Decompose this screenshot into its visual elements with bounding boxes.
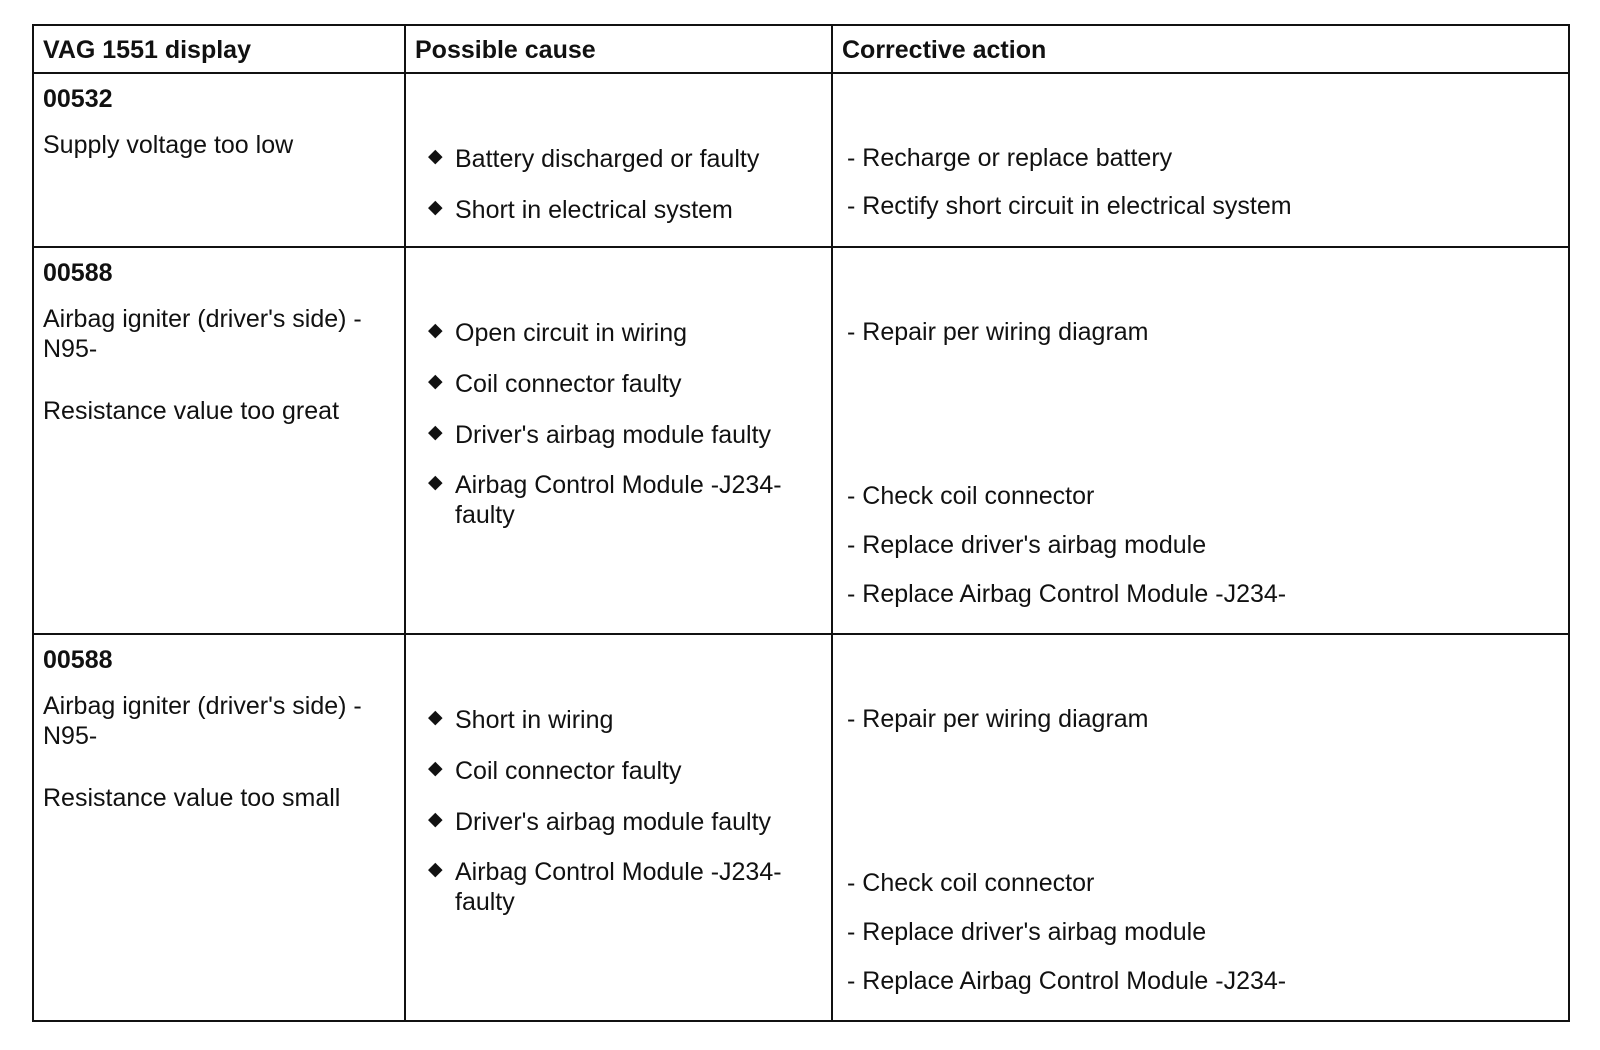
cause-text: Driver's airbag module faulty [455, 421, 772, 449]
action-text: - Replace driver's airbag module [847, 531, 1207, 559]
action-cell [832, 73, 1569, 247]
diamond-bullet-icon: ◆ [428, 320, 443, 341]
diamond-bullet-icon: ◆ [428, 859, 443, 880]
display-text: Resistance value too great [43, 397, 340, 425]
cause-item [428, 369, 808, 399]
diamond-bullet-icon: ◆ [428, 371, 443, 392]
cause-text: Airbag Control Module -J234- faulty [455, 471, 782, 529]
cause-item [428, 756, 808, 786]
cause-cell [405, 247, 832, 634]
header-action: Corrective action [832, 25, 1569, 73]
cause-item [428, 470, 798, 530]
action-cell [832, 247, 1569, 634]
diamond-bullet-icon: ◆ [428, 758, 443, 779]
display-cell [33, 634, 405, 1021]
cause-text: Battery discharged or faulty [455, 145, 760, 173]
fault-code: 00532 [43, 85, 113, 113]
table-row [33, 634, 1569, 1021]
action-text: - Check coil connector [847, 482, 1095, 510]
action-text: - Replace Airbag Control Module -J234- [847, 967, 1287, 995]
table-row [33, 73, 1569, 247]
diamond-bullet-icon: ◆ [428, 422, 443, 443]
cause-item [428, 144, 808, 174]
cause-text: Short in electrical system [455, 196, 733, 224]
action-text: - Repair per wiring diagram [847, 705, 1149, 733]
diamond-bullet-icon: ◆ [428, 146, 443, 167]
cause-item [428, 195, 808, 225]
display-cell [33, 247, 405, 634]
fault-code: 00588 [43, 646, 113, 674]
cause-item [428, 318, 808, 348]
cause-text: Driver's airbag module faulty [455, 808, 772, 836]
table-row [33, 247, 1569, 634]
action-text: - Recharge or replace battery [847, 144, 1173, 172]
cause-text: Open circuit in wiring [455, 319, 688, 347]
cause-item [428, 420, 808, 450]
action-text: - Replace driver's airbag module [847, 918, 1207, 946]
cause-text: Coil connector faulty [455, 757, 682, 785]
header-cause: Possible cause [405, 25, 832, 73]
display-text: Resistance value too small [43, 784, 341, 812]
cause-item [428, 857, 798, 917]
fault-code-table [32, 24, 1570, 1022]
cause-item [428, 807, 808, 837]
cause-cell [405, 634, 832, 1021]
action-text: - Replace Airbag Control Module -J234- [847, 580, 1287, 608]
display-text: Airbag igniter (driver's side) - N95- [43, 305, 362, 363]
header-display: VAG 1551 display [33, 25, 405, 73]
display-cell [33, 73, 405, 247]
action-text: - Rectify short circuit in electrical system [847, 192, 1292, 220]
display-text: Airbag igniter (driver's side) - N95- [43, 692, 362, 750]
cause-text: Airbag Control Module -J234- faulty [455, 858, 782, 916]
display-text: Supply voltage too low [43, 131, 294, 159]
action-cell [832, 634, 1569, 1021]
fault-code: 00588 [43, 259, 113, 287]
action-text: - Check coil connector [847, 869, 1095, 897]
cause-text: Short in wiring [455, 706, 614, 734]
diamond-bullet-icon: ◆ [428, 472, 443, 493]
cause-text: Coil connector faulty [455, 370, 682, 398]
cause-item [428, 705, 808, 735]
diamond-bullet-icon: ◆ [428, 197, 443, 218]
header-row [33, 25, 1569, 73]
diamond-bullet-icon: ◆ [428, 707, 443, 728]
action-text: - Repair per wiring diagram [847, 318, 1149, 346]
cause-cell [405, 73, 832, 247]
diamond-bullet-icon: ◆ [428, 809, 443, 830]
